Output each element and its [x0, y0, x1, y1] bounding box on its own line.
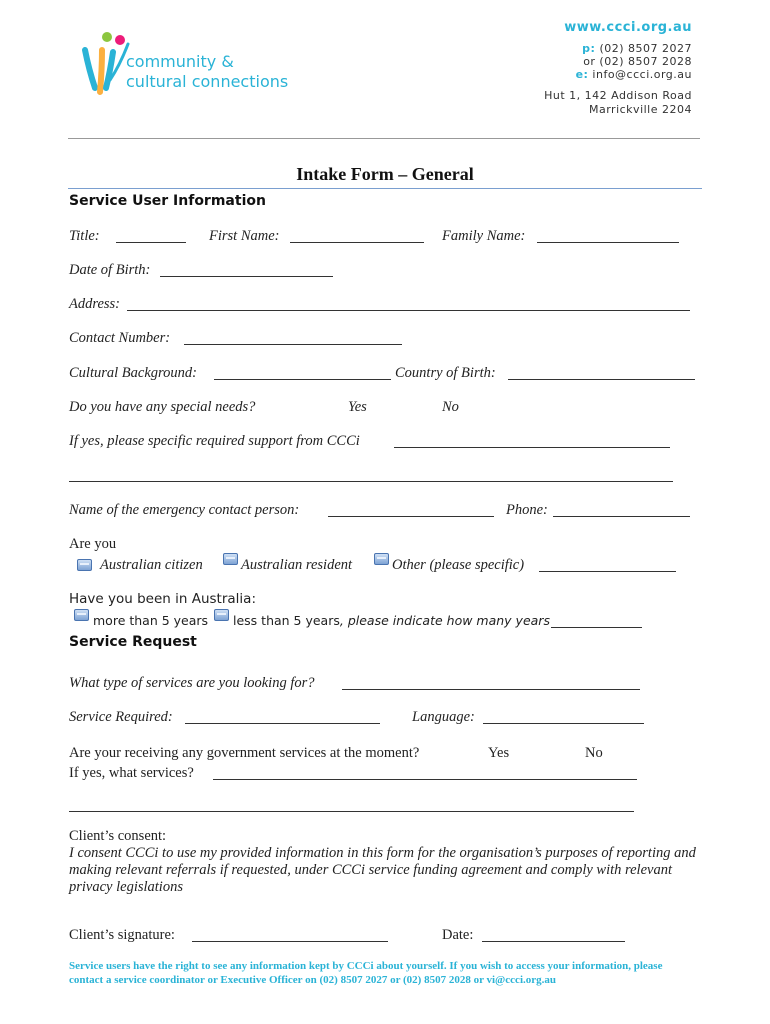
- emergency-contact-field[interactable]: [328, 516, 494, 517]
- title-label: Title:: [69, 228, 100, 244]
- service-required-label: Service Required:: [69, 709, 173, 725]
- less-than-5-checkbox[interactable]: [214, 609, 229, 621]
- what-services-field[interactable]: [213, 779, 637, 780]
- address-line2: Marrickville 2204: [589, 103, 692, 116]
- email-label: e:: [575, 68, 589, 81]
- contact-number-field[interactable]: [184, 344, 402, 345]
- footer-note: Service users have the right to see any information kept by CCCi about yourself. If you wish to access your information, please contact a service coordinator or Executive Officer on (02) 8507 2027 or (02) 8507 2028 or vi@ccci.org.au: [69, 960, 663, 986]
- support-field-line2[interactable]: [69, 481, 673, 482]
- resident-option-label: Australian resident: [241, 557, 353, 573]
- years-field[interactable]: [551, 627, 642, 628]
- country-of-birth-field[interactable]: [508, 379, 695, 380]
- phone-value: (02) 8507 2027: [599, 42, 692, 55]
- email-line: [576, 68, 692, 81]
- first-name-label: First Name:: [209, 228, 280, 244]
- first-name-field[interactable]: [290, 242, 424, 243]
- more-than-5-checkbox[interactable]: [74, 609, 89, 621]
- services-field[interactable]: [342, 689, 640, 690]
- address-label: Address:: [69, 296, 121, 312]
- phone-line: [582, 42, 692, 55]
- indicate-years-text: , please indicate how many years: [339, 613, 550, 628]
- resident-checkbox[interactable]: [223, 553, 238, 565]
- cultural-background-label: Cultural Background:: [69, 365, 197, 381]
- country-of-birth-label: Country of Birth:: [395, 365, 496, 381]
- website-link[interactable]: www.ccci.org.au: [564, 20, 692, 35]
- support-field[interactable]: [394, 447, 670, 448]
- title-field[interactable]: [116, 242, 186, 243]
- section-service-request: Service Request: [69, 634, 197, 650]
- gov-services-question: Are your receiving any government services at the moment?: [69, 745, 420, 761]
- language-field[interactable]: [483, 723, 644, 724]
- title-underline: [68, 188, 702, 189]
- date-field[interactable]: [482, 941, 625, 942]
- dob-field[interactable]: [160, 276, 333, 277]
- form-title: Intake Form – General: [296, 164, 474, 184]
- phone2-line: or (02) 8507 2028: [583, 55, 692, 68]
- been-in-australia-label: Have you been in Australia:: [69, 591, 256, 607]
- are-you-label: Are you: [69, 536, 117, 552]
- section-service-user-info: Service User Information: [69, 193, 266, 209]
- emergency-contact-label: Name of the emergency contact person:: [69, 502, 300, 518]
- gov-no[interactable]: No: [585, 745, 603, 761]
- what-services-label: If yes, what services?: [69, 765, 194, 781]
- special-needs-no[interactable]: No: [442, 399, 459, 415]
- logo-text-line2: cultural connections: [126, 72, 289, 91]
- other-option-label: Other (please specific): [392, 557, 525, 573]
- logo-text-line1: community &: [126, 52, 234, 71]
- family-name-field[interactable]: [537, 242, 679, 243]
- support-question: If yes, please specific required support from CCCi: [69, 433, 360, 449]
- logo: [80, 30, 300, 100]
- emergency-phone-label: Phone:: [506, 502, 548, 518]
- service-required-field[interactable]: [185, 723, 380, 724]
- date-label: Date:: [442, 927, 474, 943]
- signature-label: Client’s signature:: [69, 927, 175, 943]
- other-specify-field[interactable]: [539, 571, 676, 572]
- family-name-label: Family Name:: [442, 228, 526, 244]
- less-than-5-text: less than 5 years: [233, 613, 340, 628]
- citizen-checkbox[interactable]: [77, 559, 92, 571]
- gov-yes[interactable]: Yes: [488, 745, 510, 761]
- header-divider: [68, 138, 700, 139]
- special-needs-yes[interactable]: Yes: [348, 399, 367, 415]
- address-field[interactable]: [127, 310, 690, 311]
- contact-number-label: Contact Number:: [69, 330, 171, 346]
- cultural-background-field[interactable]: [214, 379, 391, 380]
- consent-text: I consent CCCi to use my provided information in this form for the organisation’s purposes of reporting and making relevant referrals if requested, under CCCi service funding agreement and comply with relevant privacy legislations: [69, 845, 696, 895]
- other-checkbox[interactable]: [374, 553, 389, 565]
- dob-label: Date of Birth:: [69, 262, 151, 278]
- emergency-phone-field[interactable]: [553, 516, 690, 517]
- services-question: What type of services are you looking for?: [69, 675, 315, 691]
- more-than-5-label: more than 5 years: [93, 613, 209, 628]
- what-services-field-line2[interactable]: [69, 811, 634, 812]
- phone-label: p:: [582, 42, 596, 55]
- language-label: Language:: [412, 709, 475, 725]
- special-needs-question: Do you have any special needs?: [69, 399, 256, 415]
- less-than-5-label: [233, 613, 550, 628]
- signature-field[interactable]: [192, 941, 388, 942]
- address-line1: Hut 1, 142 Addison Road: [544, 89, 692, 102]
- consent-title: Client’s consent:: [69, 828, 167, 844]
- email-value[interactable]: info@ccci.org.au: [592, 68, 692, 81]
- citizen-option-label: Australian citizen: [100, 557, 203, 573]
